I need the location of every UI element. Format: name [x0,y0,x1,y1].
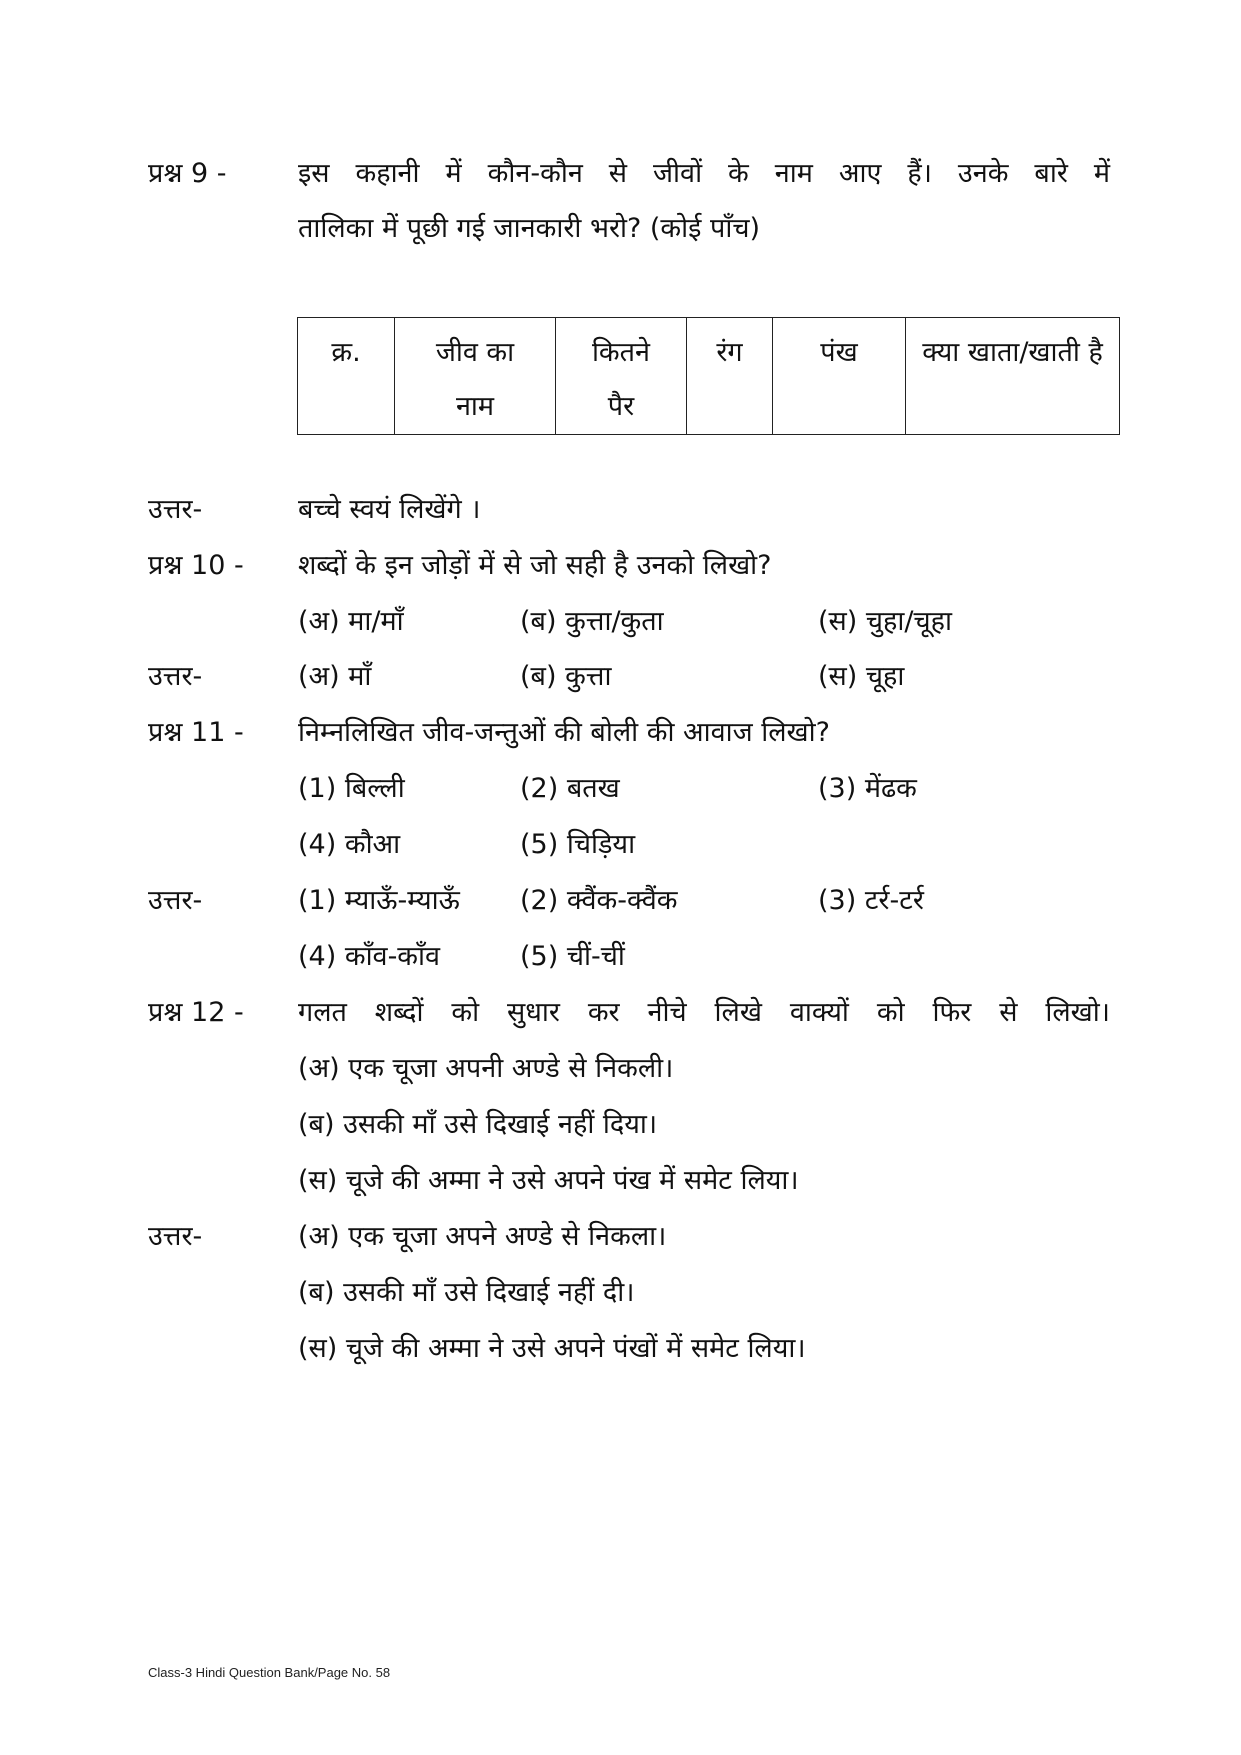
q9-label: प्रश्न 9 - [148,158,227,189]
header-color: रंग [687,318,773,435]
q11-answer-5: (5) चीं-चीं [520,941,625,972]
header-serial: क्र. [298,318,395,435]
q12-sentence-b: (ब) उसकी माँ उसे दिखाई नहीं दिया। [298,1109,658,1140]
header-legs-line-2: पैर [607,391,635,422]
q9-answer-text: बच्चे स्वयं लिखेंगे । [298,494,481,525]
header-name-line-2: नाम [455,391,495,422]
header-wings: पंख [773,318,906,435]
q12-answer-label: उत्तर- [148,1221,203,1252]
q12-sentence-a: (अ) एक चूजा अपनी अण्डे से निकली। [298,1053,674,1084]
q11-item-1: (1) बिल्ली [298,773,405,804]
q11-answer-label: उत्तर- [148,885,203,916]
q10-text: शब्दों के इन जोड़ों में से जो सही है उनको लिखो? [298,550,772,581]
header-legs-line-1: कितने [591,337,651,368]
q11-label: प्रश्न 11 - [148,717,244,748]
q10-answer-c: (स) चूहा [818,661,905,692]
q11-item-3: (3) मेंढक [818,773,917,804]
q12-text: गलत शब्दों को सुधार कर नीचे लिखे वाक्यों को फिर से लिखो। [298,997,1110,1028]
header-creature-name [395,318,556,435]
q12-label: प्रश्न 12 - [148,997,244,1028]
page-footer: Class-3 Hindi Question Bank/Page No. 58 [148,1665,391,1680]
q11-answer-2: (2) क्वैंक-क्वैंक [520,885,678,916]
q12-answer-b: (ब) उसकी माँ उसे दिखाई नहीं दी। [298,1277,635,1308]
header-food: क्या खाता/खाती है [906,318,1120,435]
q12-answer-a: (अ) एक चूजा अपने अण्डे से निकला। [298,1221,667,1252]
q9-answer-label: उत्तर- [148,494,203,525]
header-legs [556,318,687,435]
q10-label: प्रश्न 10 - [148,550,244,581]
q11-item-5: (5) चिड़िया [520,829,636,860]
q10-answer-label: उत्तर- [148,661,203,692]
q10-answer-a: (अ) माँ [298,661,372,692]
q10-answer-b: (ब) कुत्ता [520,661,612,692]
q10-option-c: (स) चुहा/चूहा [818,606,952,637]
q12-sentence-c: (स) चूजे की अम्मा ने उसे अपने पंख में समेट लिया। [298,1165,799,1196]
q9-text-line-1: इस कहानी में कौन-कौन से जीवों के नाम आए हैं। उनके बारे में [298,158,1110,189]
q11-item-4: (4) कौआ [298,829,401,860]
q12-answer-c: (स) चूजे की अम्मा ने उसे अपने पंखों में समेट लिया। [298,1333,806,1364]
q11-answer-4: (4) काँव-काँव [298,941,441,972]
q10-option-b: (ब) कुत्ता/कुता [520,606,664,637]
table-header-row [298,318,1120,435]
q11-answer-1: (1) म्याऊँ-म्याऊँ [298,885,460,916]
q11-answer-3: (3) टर्र-टर्र [818,885,924,916]
q11-text: निम्नलिखित जीव-जन्तुओं की बोली की आवाज लिखो? [298,717,830,748]
creature-info-table [297,317,1120,435]
header-name-line-1: जीव का [435,337,515,368]
q10-option-a: (अ) मा/माँ [298,606,404,637]
q9-text-line-2: तालिका में पूछी गई जानकारी भरो? (कोई पाँच) [298,213,760,244]
q11-item-2: (2) बतख [520,773,620,804]
